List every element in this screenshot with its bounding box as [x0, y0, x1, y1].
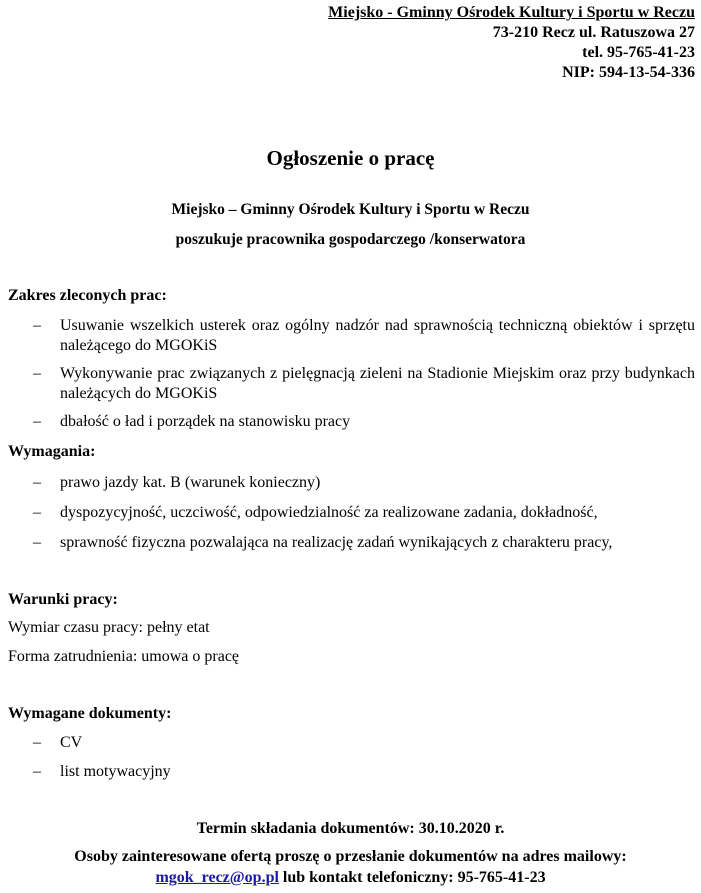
list-item-text: dyspozycyjność, uczciwość, odpowiedzialność za realizowane zadania, dokładność, [60, 504, 598, 521]
list-item [0, 503, 701, 523]
subtitle-organization: Miejsko – Gminny Ośrodek Kultury i Sportu w Reczu [171, 201, 530, 218]
letterhead-phone: tel. 95-765-41-23 [582, 44, 695, 61]
letterhead-address: 73-210 Recz ul. Ratuszowa 27 [492, 24, 695, 41]
list-item [0, 473, 701, 493]
letterhead-nip: NIP: 594-13-54-336 [562, 64, 695, 81]
page-title: Ogłoszenie o pracę [266, 146, 435, 170]
list-item-text: prawo jazdy kat. B (warunek konieczny) [60, 474, 321, 491]
dash-bullet: – [33, 534, 41, 551]
dash-bullet: – [33, 365, 41, 382]
working-time: Wymiar czasu pracy: pełny etat [8, 619, 210, 636]
employment-form: Forma zatrudnienia: umowa o pracę [8, 648, 240, 665]
list-item [0, 364, 701, 404]
documents-heading: Wymagane dokumenty: [8, 705, 172, 722]
contact-line1: Osoby zainteresowane ofertą proszę o przesłanie dokumentów na adres mailowy: [74, 848, 627, 865]
conditions-heading: Warunki pracy: [8, 591, 118, 608]
list-item-text: CV [60, 734, 83, 751]
list-item-text: Usuwanie wszelkich usterek oraz ogólny nadzór nad sprawnością techniczną obiektów i sprzętu należącego do MGOKiS [60, 317, 695, 354]
requirements-list [0, 473, 701, 553]
documents-list [0, 733, 701, 782]
list-item [0, 316, 701, 356]
dash-bullet: – [33, 734, 41, 751]
contact-text [0, 846, 701, 888]
list-item [0, 762, 701, 782]
subtitle-position: poszukuje pracownika gospodarczego /konserwatora [175, 231, 526, 248]
dash-bullet: – [33, 317, 41, 334]
list-item-text: Wykonywanie prac związanych z pielęgnacją zieleni na Stadionie Miejskim oraz przy budynkach należących do MGOKiS [60, 365, 695, 402]
list-item-text: sprawność fizyczna pozwalająca na realizację zadań wynikających z charakteru pracy, [60, 534, 613, 551]
letterhead-organization: Miejsko - Gminny Ośrodek Kultury i Sportu w Reczu [328, 4, 695, 21]
dash-bullet: – [33, 413, 41, 430]
dash-bullet: – [33, 504, 41, 521]
contact-phone-text: lub kontakt telefoniczny: 95-765-41-23 [278, 869, 546, 886]
list-item [0, 412, 701, 432]
dash-bullet: – [33, 763, 41, 780]
scope-heading: Zakres zleconych prac: [8, 287, 167, 304]
dash-bullet: – [33, 474, 41, 491]
letterhead [328, 3, 695, 83]
deadline-text: Termin składania dokumentów: 30.10.2020 r. [196, 820, 505, 837]
contact-line2 [0, 867, 701, 888]
list-item-text: list motywacyjny [60, 763, 171, 780]
email-link[interactable]: mgok_recz@op.pl [155, 869, 279, 886]
list-item-text: dbałość o ład i porządek na stanowisku pracy [60, 413, 351, 430]
requirements-heading: Wymagania: [8, 443, 96, 460]
list-item [0, 533, 701, 553]
scope-list [0, 316, 701, 432]
list-item [0, 733, 701, 753]
